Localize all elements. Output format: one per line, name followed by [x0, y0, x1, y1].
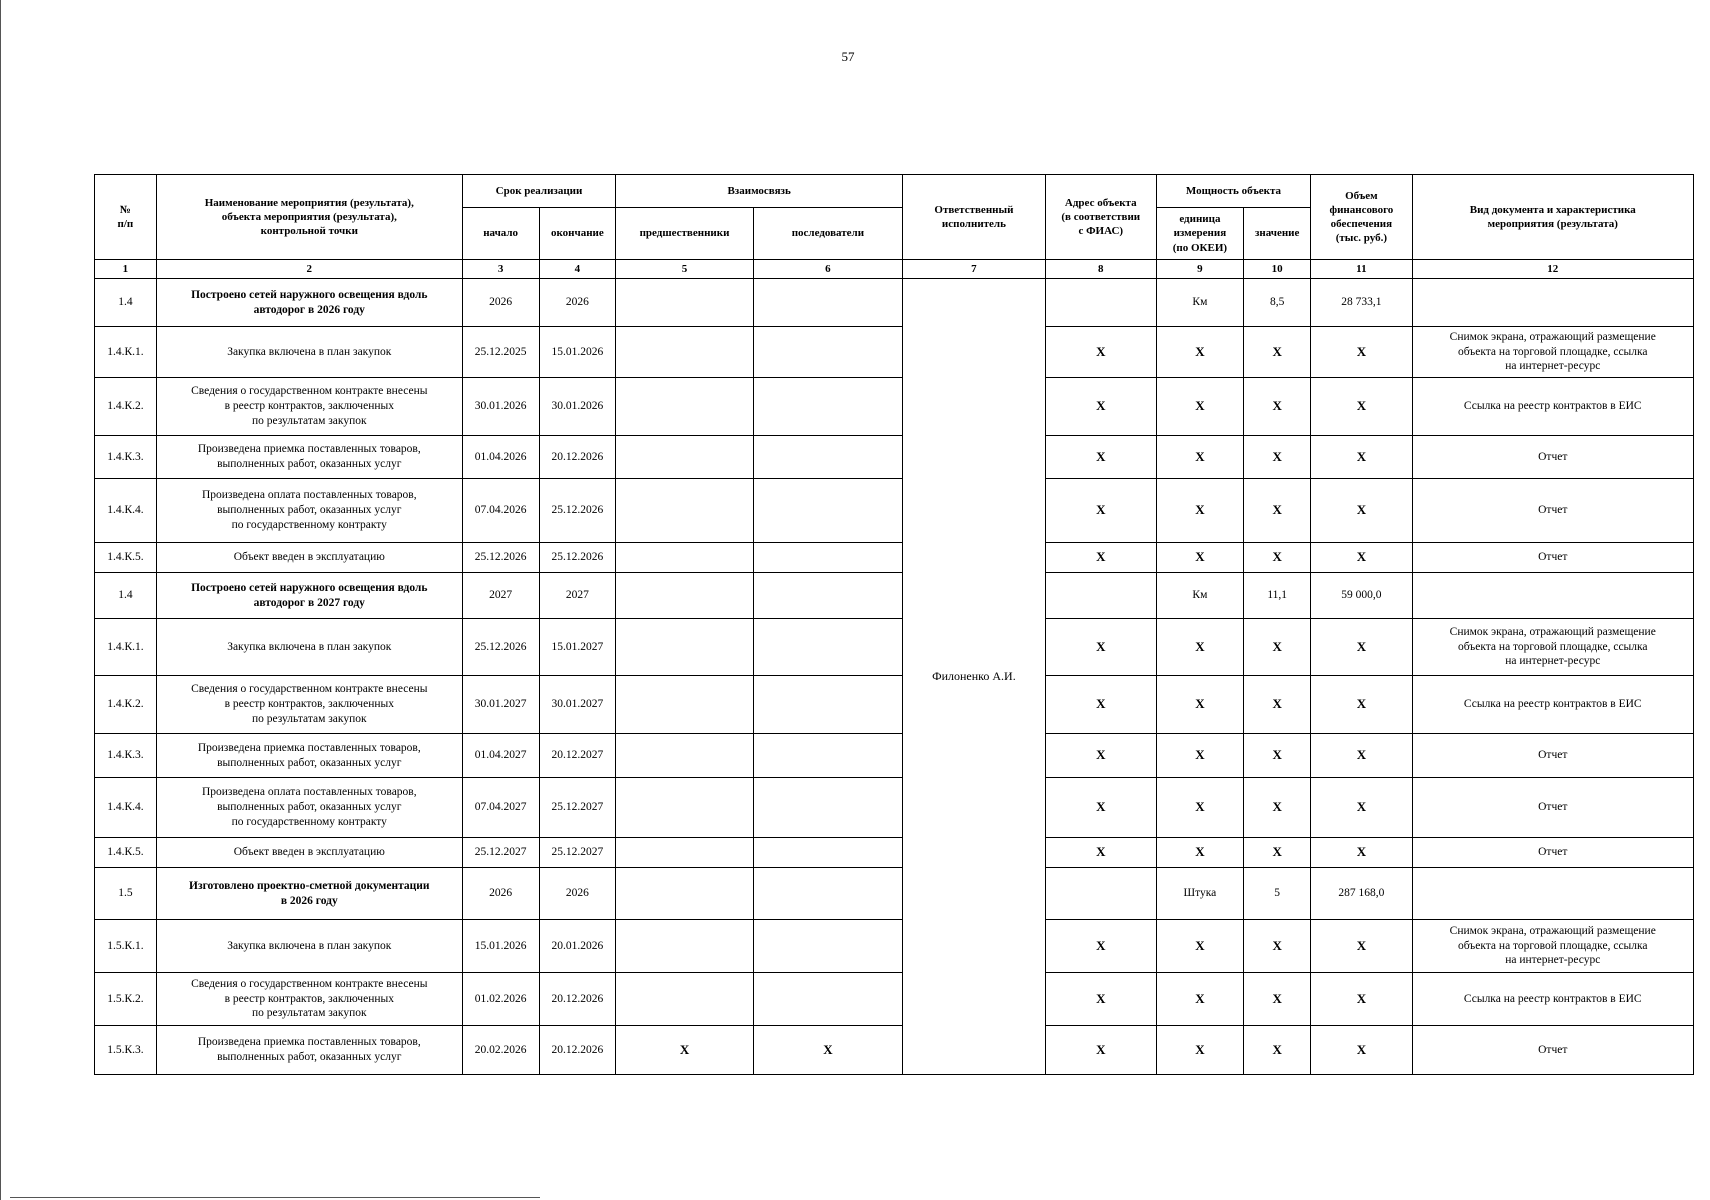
row-predecessors	[616, 778, 754, 838]
row-number: 1.4.К.1.	[95, 619, 157, 676]
row-value: X	[1244, 676, 1311, 734]
row-finance: X	[1311, 479, 1412, 543]
row-start: 30.01.2027	[462, 676, 539, 734]
row-value: X	[1244, 543, 1311, 573]
row-name: Произведена приемка поставленных товаров, выполненных работ, оказанных услуг	[156, 1026, 462, 1075]
table-row	[95, 279, 1694, 327]
row-successors	[753, 279, 902, 327]
row-doc: Отчет	[1412, 734, 1693, 778]
column-number: 1	[95, 260, 157, 279]
header-value: значение	[1244, 208, 1311, 260]
row-doc: Отчет	[1412, 479, 1693, 543]
row-finance: X	[1311, 378, 1412, 436]
row-unit: X	[1156, 378, 1243, 436]
row-start: 15.01.2026	[462, 920, 539, 973]
row-successors	[753, 868, 902, 920]
row-unit: Км	[1156, 573, 1243, 619]
row-start: 25.12.2025	[462, 327, 539, 378]
row-number: 1.5.К.2.	[95, 973, 157, 1026]
row-finance: X	[1311, 543, 1412, 573]
row-predecessors	[616, 279, 754, 327]
row-start: 25.12.2027	[462, 838, 539, 868]
table-row	[95, 734, 1694, 778]
row-name: Сведения о государственном контракте внесены в реестр контрактов, заключенных по результатам закупок	[156, 676, 462, 734]
row-value: X	[1244, 920, 1311, 973]
row-unit: X	[1156, 920, 1243, 973]
row-successors	[753, 619, 902, 676]
row-predecessors: X	[616, 1026, 754, 1075]
row-number: 1.4	[95, 279, 157, 327]
table-row	[95, 868, 1694, 920]
row-start: 2026	[462, 279, 539, 327]
row-end: 15.01.2027	[539, 619, 616, 676]
table-row	[95, 619, 1694, 676]
row-finance: X	[1311, 778, 1412, 838]
row-unit: X	[1156, 778, 1243, 838]
row-unit: X	[1156, 734, 1243, 778]
row-value: X	[1244, 973, 1311, 1026]
table-row	[95, 778, 1694, 838]
table-row	[95, 378, 1694, 436]
header-capacity: Мощность объекта	[1156, 175, 1311, 208]
table-row	[95, 838, 1694, 868]
row-number: 1.4.К.5.	[95, 543, 157, 573]
row-name: Произведена оплата поставленных товаров, выполненных работ, оказанных услуг по государственному контракту	[156, 778, 462, 838]
row-end: 2026	[539, 279, 616, 327]
row-finance: X	[1311, 676, 1412, 734]
row-number: 1.4.К.5.	[95, 838, 157, 868]
row-start: 01.02.2026	[462, 973, 539, 1026]
row-end: 25.12.2027	[539, 838, 616, 868]
row-predecessors	[616, 619, 754, 676]
row-address: X	[1045, 543, 1156, 573]
row-doc: Снимок экрана, отражающий размещение объекта на торговой площадке, ссылка на интернет-ресурс	[1412, 327, 1693, 378]
row-end: 2027	[539, 573, 616, 619]
row-value: 5	[1244, 868, 1311, 920]
column-number: 8	[1045, 260, 1156, 279]
row-doc: Отчет	[1412, 436, 1693, 479]
row-finance: X	[1311, 973, 1412, 1026]
row-unit: X	[1156, 973, 1243, 1026]
row-end: 20.12.2027	[539, 734, 616, 778]
row-unit: X	[1156, 838, 1243, 868]
header-relation: Взаимосвязь	[616, 175, 903, 208]
row-doc: Ссылка на реестр контрактов в ЕИС	[1412, 676, 1693, 734]
table-row	[95, 543, 1694, 573]
header-name: Наименование мероприятия (результата), объекта мероприятия (результата), контрольной точки	[156, 175, 462, 260]
row-address	[1045, 573, 1156, 619]
row-end: 2026	[539, 868, 616, 920]
row-unit: X	[1156, 479, 1243, 543]
row-value: X	[1244, 734, 1311, 778]
row-value: X	[1244, 327, 1311, 378]
row-finance: X	[1311, 920, 1412, 973]
row-finance: 59 000,0	[1311, 573, 1412, 619]
table-row	[95, 436, 1694, 479]
row-finance: X	[1311, 734, 1412, 778]
row-predecessors	[616, 543, 754, 573]
row-doc: Снимок экрана, отражающий размещение объекта на торговой площадке, ссылка на интернет-ресурс	[1412, 619, 1693, 676]
row-successors	[753, 838, 902, 868]
row-start: 20.02.2026	[462, 1026, 539, 1075]
row-value: X	[1244, 436, 1311, 479]
row-finance: X	[1311, 327, 1412, 378]
row-address: X	[1045, 378, 1156, 436]
row-unit: X	[1156, 676, 1243, 734]
row-name: Произведена приемка поставленных товаров, выполненных работ, оказанных услуг	[156, 436, 462, 479]
column-number: 9	[1156, 260, 1243, 279]
row-name: Построено сетей наружного освещения вдоль автодорог в 2027 году	[156, 573, 462, 619]
row-predecessors	[616, 378, 754, 436]
row-name: Объект введен в эксплуатацию	[156, 543, 462, 573]
row-doc: Отчет	[1412, 1026, 1693, 1075]
column-number: 10	[1244, 260, 1311, 279]
row-address: X	[1045, 973, 1156, 1026]
row-value: X	[1244, 479, 1311, 543]
column-number: 3	[462, 260, 539, 279]
row-value: 11,1	[1244, 573, 1311, 619]
row-finance: X	[1311, 1026, 1412, 1075]
row-start: 07.04.2026	[462, 479, 539, 543]
row-end: 25.12.2027	[539, 778, 616, 838]
row-number: 1.4.К.2.	[95, 378, 157, 436]
row-number: 1.4.К.1.	[95, 327, 157, 378]
row-doc: Отчет	[1412, 543, 1693, 573]
row-name: Произведена приемка поставленных товаров, выполненных работ, оказанных услуг	[156, 734, 462, 778]
row-successors	[753, 543, 902, 573]
row-predecessors	[616, 573, 754, 619]
header-start: начало	[462, 208, 539, 260]
row-end: 20.12.2026	[539, 1026, 616, 1075]
column-number: 12	[1412, 260, 1693, 279]
row-end: 30.01.2027	[539, 676, 616, 734]
row-unit: X	[1156, 619, 1243, 676]
row-doc	[1412, 868, 1693, 920]
header-successors: последователи	[753, 208, 902, 260]
header-num: № п/п	[95, 175, 157, 260]
row-start: 01.04.2027	[462, 734, 539, 778]
row-address: X	[1045, 920, 1156, 973]
row-finance: X	[1311, 838, 1412, 868]
row-start: 25.12.2026	[462, 619, 539, 676]
header-row-1	[95, 175, 1694, 208]
row-unit: X	[1156, 1026, 1243, 1075]
row-doc	[1412, 573, 1693, 619]
page-number: 57	[841, 49, 855, 64]
header-address: Адрес объекта (в соответствии с ФИАС)	[1045, 175, 1156, 260]
row-successors	[753, 676, 902, 734]
row-finance: 287 168,0	[1311, 868, 1412, 920]
row-name: Закупка включена в план закупок	[156, 327, 462, 378]
row-value: 8,5	[1244, 279, 1311, 327]
row-successors	[753, 327, 902, 378]
table-row	[95, 327, 1694, 378]
row-value: X	[1244, 619, 1311, 676]
row-successors	[753, 573, 902, 619]
row-successors: X	[753, 1026, 902, 1075]
left-edge-line	[0, 0, 1, 1200]
row-number: 1.4.К.2.	[95, 676, 157, 734]
row-name: Закупка включена в план закупок	[156, 619, 462, 676]
row-doc: Отчет	[1412, 838, 1693, 868]
row-predecessors	[616, 734, 754, 778]
row-end: 30.01.2026	[539, 378, 616, 436]
header-end: окончание	[539, 208, 616, 260]
row-address: X	[1045, 778, 1156, 838]
row-value: X	[1244, 838, 1311, 868]
row-start: 30.01.2026	[462, 378, 539, 436]
table-row	[95, 676, 1694, 734]
row-name: Изготовлено проектно-сметной документации в 2026 году	[156, 868, 462, 920]
row-name: Сведения о государственном контракте внесены в реестр контрактов, заключенных по результатам закупок	[156, 973, 462, 1026]
row-successors	[753, 973, 902, 1026]
row-value: X	[1244, 378, 1311, 436]
row-doc: Отчет	[1412, 778, 1693, 838]
row-successors	[753, 378, 902, 436]
row-predecessors	[616, 327, 754, 378]
row-name: Построено сетей наружного освещения вдоль автодорог в 2026 году	[156, 279, 462, 327]
schedule-table	[94, 174, 1694, 1075]
column-number: 6	[753, 260, 902, 279]
row-address: X	[1045, 676, 1156, 734]
row-number: 1.5.К.3.	[95, 1026, 157, 1075]
table-row	[95, 479, 1694, 543]
column-number: 2	[156, 260, 462, 279]
row-predecessors	[616, 676, 754, 734]
row-unit: X	[1156, 327, 1243, 378]
row-start: 2027	[462, 573, 539, 619]
row-doc: Ссылка на реестр контрактов в ЕИС	[1412, 378, 1693, 436]
row-number: 1.5.К.1.	[95, 920, 157, 973]
row-predecessors	[616, 479, 754, 543]
row-address: X	[1045, 479, 1156, 543]
row-start: 07.04.2027	[462, 778, 539, 838]
row-successors	[753, 436, 902, 479]
row-start: 2026	[462, 868, 539, 920]
row-unit: X	[1156, 436, 1243, 479]
column-number: 7	[903, 260, 1046, 279]
header-term: Срок реализации	[462, 175, 616, 208]
row-address: X	[1045, 838, 1156, 868]
row-number: 1.4.К.3.	[95, 734, 157, 778]
row-end: 15.01.2026	[539, 327, 616, 378]
row-predecessors	[616, 436, 754, 479]
row-number: 1.4	[95, 573, 157, 619]
table-row	[95, 973, 1694, 1026]
table-row	[95, 920, 1694, 973]
row-successors	[753, 479, 902, 543]
header-unit: единица измерения (по ОКЕИ)	[1156, 208, 1243, 260]
responsible-cell: Филоненко А.И.	[903, 279, 1046, 1075]
row-doc: Снимок экрана, отражающий размещение объекта на торговой площадке, ссылка на интернет-ресурс	[1412, 920, 1693, 973]
row-end: 25.12.2026	[539, 479, 616, 543]
row-start: 01.04.2026	[462, 436, 539, 479]
row-number: 1.4.К.3.	[95, 436, 157, 479]
row-predecessors	[616, 973, 754, 1026]
row-predecessors	[616, 838, 754, 868]
table-row	[95, 573, 1694, 619]
row-name: Закупка включена в план закупок	[156, 920, 462, 973]
row-address: X	[1045, 619, 1156, 676]
row-predecessors	[616, 920, 754, 973]
row-number: 1.4.К.4.	[95, 479, 157, 543]
row-end: 25.12.2026	[539, 543, 616, 573]
row-value: X	[1244, 778, 1311, 838]
bottom-edge-line	[10, 1197, 540, 1198]
row-address: X	[1045, 734, 1156, 778]
row-value: X	[1244, 1026, 1311, 1075]
column-number: 11	[1311, 260, 1412, 279]
row-address	[1045, 279, 1156, 327]
table-body	[95, 279, 1694, 1075]
header-doc: Вид документа и характеристика мероприятия (результата)	[1412, 175, 1693, 260]
row-unit: Штука	[1156, 868, 1243, 920]
row-successors	[753, 920, 902, 973]
column-number: 5	[616, 260, 754, 279]
table-row	[95, 1026, 1694, 1075]
row-address: X	[1045, 436, 1156, 479]
row-finance: X	[1311, 436, 1412, 479]
row-unit: X	[1156, 543, 1243, 573]
row-doc: Ссылка на реестр контрактов в ЕИС	[1412, 973, 1693, 1026]
row-name: Сведения о государственном контракте внесены в реестр контрактов, заключенных по результатам закупок	[156, 378, 462, 436]
header-responsible: Ответственный исполнитель	[903, 175, 1046, 260]
row-name: Произведена оплата поставленных товаров, выполненных работ, оказанных услуг по государственному контракту	[156, 479, 462, 543]
row-address: X	[1045, 327, 1156, 378]
row-number: 1.4.К.4.	[95, 778, 157, 838]
header-finance: Объем финансового обеспечения (тыс. руб.)	[1311, 175, 1412, 260]
row-successors	[753, 778, 902, 838]
row-predecessors	[616, 868, 754, 920]
row-address	[1045, 868, 1156, 920]
row-doc	[1412, 279, 1693, 327]
row-start: 25.12.2026	[462, 543, 539, 573]
row-unit: Км	[1156, 279, 1243, 327]
row-end: 20.12.2026	[539, 436, 616, 479]
column-number: 4	[539, 260, 616, 279]
row-number: 1.5	[95, 868, 157, 920]
row-finance: X	[1311, 619, 1412, 676]
row-successors	[753, 734, 902, 778]
row-address: X	[1045, 1026, 1156, 1075]
row-end: 20.01.2026	[539, 920, 616, 973]
row-name: Объект введен в эксплуатацию	[156, 838, 462, 868]
row-finance: 28 733,1	[1311, 279, 1412, 327]
header-predecessors: предшественники	[616, 208, 754, 260]
column-number-row	[95, 260, 1694, 279]
row-end: 20.12.2026	[539, 973, 616, 1026]
